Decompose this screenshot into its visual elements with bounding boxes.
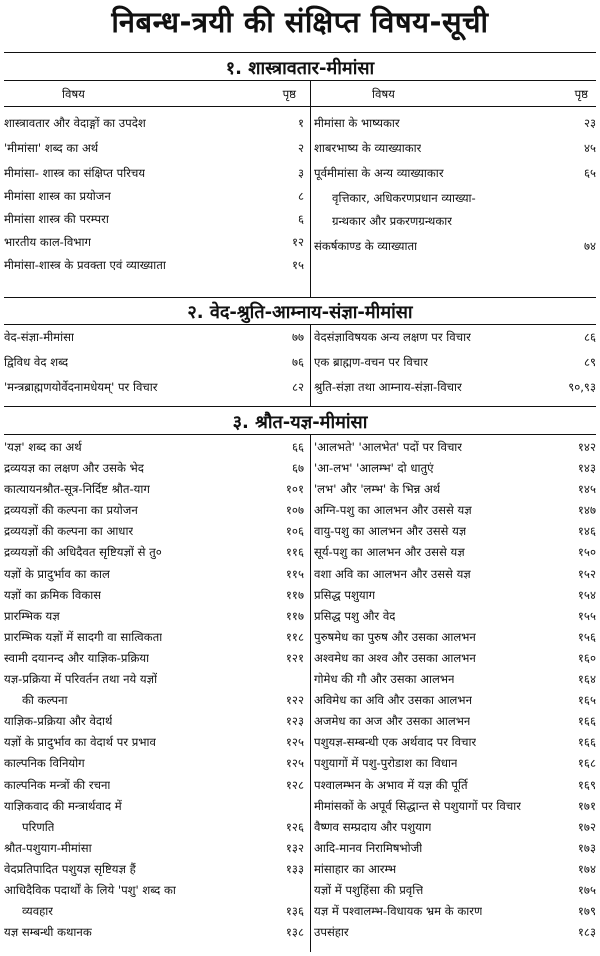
entry-page-number: १५५ [577, 608, 596, 623]
entry-page-number: ९०,९३ [568, 380, 596, 394]
toc-entry [4, 524, 304, 545]
toc-entry [4, 883, 304, 904]
toc-entry [4, 651, 304, 672]
entry-page-number: १२१ [285, 650, 304, 665]
entry-title: प्रसिद्ध पशुयाग [314, 587, 376, 602]
entry-page-number: १२ [291, 235, 304, 249]
toc-entry [4, 235, 304, 258]
entry-page-number: २ [297, 141, 304, 155]
section-heading-3: ३. श्रौत-यज्ञ-मीमांसा [232, 412, 368, 433]
section-heading-1: १. शास्त्रावतार-मीमांसा [225, 58, 375, 79]
entry-page-number: १६६ [577, 714, 596, 729]
entry-title: द्रव्ययज्ञ का लक्षण और उसके भेद [4, 461, 144, 476]
entry-title: वशा अवि का आलभन और उससे यज्ञ [314, 566, 471, 581]
divider [4, 80, 596, 81]
entry-title: वेदप्रतिपादित पशुयज्ञ सृष्टियज्ञ हैं [4, 861, 136, 876]
entry-page-number: १३२ [285, 840, 304, 855]
toc-entry [314, 116, 596, 141]
entry-title: मीमांसा-शास्त्र के प्रवक्ता एवं व्याख्याता [4, 258, 166, 272]
toc-entry [314, 925, 596, 946]
toc-entry [4, 189, 304, 212]
column-divider [310, 324, 311, 406]
entry-page-number: १४३ [577, 461, 596, 476]
toc-entry [4, 904, 304, 925]
section-2-right-list [314, 330, 596, 405]
entry-title: मांसाहार का आरम्भ [314, 861, 397, 876]
entry-title: वेदसंज्ञाविषयक अन्य लक्षण पर विचार [314, 330, 471, 344]
divider [4, 406, 596, 407]
entry-title: शाबरभाष्य के व्याख्याकार [314, 141, 422, 155]
entry-title: कात्यायनश्रौत-सूत्र-निर्दिष्ट श्रौत-याग [4, 482, 150, 497]
entry-title: मीमांसा शास्त्र की परम्परा [4, 212, 109, 226]
entry-page-number: १०१ [285, 482, 304, 497]
toc-entry [314, 672, 596, 693]
entry-page-number: १४७ [577, 503, 596, 518]
divider [4, 297, 596, 298]
toc-entry [4, 672, 304, 693]
entry-title: अग्नि-पशु का आलभन और उससे यज्ञ [314, 503, 472, 518]
entry-page-number: १६५ [577, 693, 596, 708]
section-1-right-list [314, 116, 596, 266]
entry-page-number: १५४ [577, 587, 596, 602]
entry-page-number: १३६ [285, 904, 304, 919]
toc-entry [314, 191, 596, 214]
entry-page-number: ७४ [583, 239, 596, 253]
entry-title: की कल्पना [22, 693, 68, 708]
toc-entry [4, 440, 304, 461]
entry-page-number: ८६ [583, 330, 596, 344]
entry-title: 'मन्त्रब्राह्मणयोर्वेदनामधेयम्' पर विचार [4, 380, 158, 394]
entry-title: यज्ञों में पशुहिंसा की प्रवृत्ति [314, 882, 424, 897]
entry-title: याज्ञिक-प्रक्रिया और वेदार्थ [4, 714, 113, 729]
entry-page-number: १२८ [285, 777, 304, 792]
column-divider [310, 81, 311, 297]
entry-title: पुरुषमेध का पुरुष और उसका आलभन [314, 629, 476, 644]
entry-title: अश्वमेध का अश्व और उसका आलभन [314, 650, 476, 665]
toc-entry [4, 609, 304, 630]
entry-title: काल्पनिक विनियोग [4, 756, 85, 771]
entry-page-number: ११७ [285, 587, 304, 602]
toc-entry [314, 545, 596, 566]
entry-title: यज्ञ में पश्वालम्भ-विधायक भ्रम के कारण [314, 904, 483, 919]
entry-title: शास्त्रावतार और वेदाङ्गों का उपदेश [4, 116, 146, 130]
left-header [4, 84, 304, 104]
entry-title: पश्वालम्भन के अभाव में यज्ञ की पूर्ति [314, 777, 468, 792]
toc-entry [4, 735, 304, 756]
entry-title: प्रसिद्ध पशु और वेद [314, 608, 396, 623]
toc-entry [314, 239, 596, 266]
entry-page-number: १३८ [285, 925, 304, 940]
entry-title: पशुयागों में पशु-पुरोडाश का विधान [314, 756, 458, 771]
toc-entry [4, 693, 304, 714]
entry-title: 'मीमांसा' शब्द का अर्थ [4, 141, 99, 155]
toc-entry [314, 820, 596, 841]
column-divider [310, 434, 311, 952]
toc-entry [314, 862, 596, 883]
entry-title: मीमांसा के भाष्यकार [314, 116, 400, 130]
divider [4, 52, 596, 53]
entry-title: अविमेध का अवि और उसका आलभन [314, 693, 473, 708]
entry-title: वृत्तिकार, अधिकरणप्रधान व्याख्या- [332, 191, 476, 205]
toc-entry [314, 883, 596, 904]
entry-page-number: ६६ [291, 440, 304, 454]
toc-entry [4, 820, 304, 841]
entry-title: आदि-मानव निरामिषभोजी [314, 840, 423, 855]
toc-entry [4, 799, 304, 820]
entry-page-number: १८३ [577, 925, 596, 940]
entry-page-number: ८२ [291, 380, 304, 394]
entry-page-number: ११८ [285, 629, 304, 644]
toc-entry [314, 904, 596, 925]
entry-title: स्वामी दयानन्द और याज्ञिक-प्रक्रिया [4, 650, 150, 665]
entry-title: द्रव्ययज्ञों की कल्पना का प्रयोजन [4, 503, 138, 518]
entry-page-number: ६७ [291, 461, 304, 476]
entry-title: काल्पनिक मन्त्रों की रचना [4, 777, 111, 792]
entry-page-number: १७४ [577, 861, 596, 876]
entry-title: 'आ-लभ' 'आलम्भ' दो धातुएं [314, 461, 434, 476]
entry-page-number: ३ [297, 166, 304, 180]
entry-title: यज्ञों के प्रादुर्भाव का काल [4, 566, 110, 581]
entry-page-number: १६६ [577, 735, 596, 750]
toc-entry [4, 461, 304, 482]
toc-entry [4, 116, 304, 141]
entry-title: 'यज्ञ' शब्द का अर्थ [4, 440, 82, 454]
divider [4, 106, 596, 107]
toc-entry [314, 141, 596, 166]
toc-entry [4, 567, 304, 588]
entry-title: उपसंहार [314, 925, 349, 940]
entry-title: ग्रन्थकार और प्रकरणग्रन्थकार [332, 214, 452, 228]
entry-page-number: १२५ [285, 735, 304, 750]
toc-entry [314, 799, 596, 820]
entry-title: वायु-पशु का आलभन और उससे यज्ञ [314, 524, 467, 539]
entry-title: यज्ञ-प्रक्रिया में परिवर्तन तथा नये यज्ञों [4, 672, 158, 687]
entry-page-number: १ [297, 116, 304, 130]
entry-page-number: ११७ [285, 608, 304, 623]
toc-entry [4, 714, 304, 735]
toc-entry [4, 862, 304, 883]
entry-page-number: २३ [583, 116, 596, 130]
entry-page-number: ७६ [291, 355, 304, 369]
entry-title: द्रव्ययज्ञों की अधिदैवत सृष्टियज्ञों से तु० [4, 545, 162, 560]
toc-entry [314, 630, 596, 651]
entry-title: प्रारम्भिक यज्ञों में सादगी वा सात्विकता [4, 629, 163, 644]
toc-entry [4, 166, 304, 189]
toc-entry [4, 212, 304, 235]
entry-page-number: ११५ [285, 566, 304, 581]
entry-page-number: १७१ [577, 798, 596, 813]
toc-entry [4, 503, 304, 524]
toc-entry [314, 778, 596, 799]
entry-title: प्रारम्भिक यज्ञ [4, 608, 60, 623]
section-2-left-list [4, 330, 304, 405]
entry-page-number: ४५ [583, 141, 596, 155]
entry-title: सूर्य-पशु का आलभन और उससे यज्ञ [314, 545, 465, 560]
toc-entry [4, 380, 304, 405]
entry-page-number: १७२ [577, 819, 596, 834]
entry-page-number: १६० [577, 650, 596, 665]
entry-page-number: १७५ [577, 882, 596, 897]
entry-page-number: ८९ [583, 355, 596, 369]
toc-entry [314, 166, 596, 191]
entry-page-number: १५६ [577, 629, 596, 644]
toc-entry [314, 567, 596, 588]
entry-title: पूर्वमीमांसा के अन्य व्याख्याकार [314, 166, 444, 180]
entry-page-number: १३३ [285, 861, 304, 876]
toc-entry [4, 141, 304, 166]
toc-entry [314, 756, 596, 777]
entry-page-number: १५० [577, 545, 596, 560]
entry-page-number: १२५ [285, 756, 304, 771]
entry-page-number: १७३ [577, 840, 596, 855]
entry-title: 'आलभते' 'आलभेत' पदों पर विचार [314, 440, 463, 454]
section-1-left-list [4, 116, 304, 281]
entry-page-number: १६४ [577, 672, 596, 687]
divider [4, 434, 596, 435]
toc-entry [314, 651, 596, 672]
toc-entry [4, 756, 304, 777]
entry-page-number: १५ [291, 258, 304, 272]
toc-entry [4, 778, 304, 799]
entry-page-number: ८ [297, 189, 304, 203]
toc-entry [314, 841, 596, 862]
entry-page-number: १२२ [285, 693, 304, 708]
entry-page-number: १४६ [577, 524, 596, 539]
entry-title: अजमेध का अज और उसका आलभन [314, 714, 471, 729]
entry-page-number: ७७ [291, 330, 304, 344]
entry-title: मीमांसा- शास्त्र का संक्षिप्त परिचय [4, 166, 146, 180]
entry-title: व्यवहार [22, 904, 54, 919]
entry-title: यज्ञों का क्रमिक विकास [4, 587, 102, 602]
toc-entry [314, 503, 596, 524]
entry-page-number: १७९ [577, 904, 596, 919]
entry-title: संकर्षकाण्ड के व्याख्याता [314, 239, 418, 253]
entry-title: यज्ञ सम्बन्धी कथानक [4, 925, 92, 940]
toc-entry [314, 214, 596, 239]
toc-entry [4, 330, 304, 355]
entry-title: पशुयज्ञ-सम्बन्धी एक अर्थवाद पर विचार [314, 735, 477, 750]
subject-header: विषय [372, 86, 395, 101]
toc-entry [314, 355, 596, 380]
toc-entry [314, 588, 596, 609]
entry-title: वेद-संज्ञा-मीमांसा [4, 330, 74, 344]
subject-header: विषय [62, 86, 85, 101]
toc-entry [314, 380, 596, 405]
toc-entry [314, 693, 596, 714]
entry-page-number: १५२ [577, 566, 596, 581]
divider [4, 324, 596, 325]
entry-page-number: १२६ [285, 819, 304, 834]
entry-title: आधिदैविक पदार्थों के लिये 'पशु' शब्द का [4, 882, 176, 897]
entry-page-number: ६ [297, 212, 304, 226]
page-header: पृष्ठ [282, 86, 296, 101]
entry-page-number: १४५ [577, 482, 596, 497]
toc-entry [314, 735, 596, 756]
entry-title: द्विविध वेद शब्द [4, 355, 69, 369]
toc-entry [314, 524, 596, 545]
entry-title: श्रुति-संज्ञा तथा आम्नाय-संज्ञा-विचार [314, 380, 462, 394]
entry-title: श्रौत-पशुयाग-मीमांसा [4, 840, 92, 855]
toc-entry [314, 440, 596, 461]
entry-page-number: १६९ [577, 777, 596, 792]
entry-title: परिणति [22, 819, 55, 834]
entry-title: वैष्णव सम्प्रदाय और पशुयाग [314, 819, 432, 834]
toc-entry [4, 355, 304, 380]
toc-entry [4, 545, 304, 566]
toc-entry [314, 714, 596, 735]
entry-title: यज्ञों के प्रादुर्भाव का वेदार्थ पर प्रभाव [4, 735, 156, 750]
entry-title: भारतीय काल-विभाग [4, 235, 91, 249]
entry-page-number: १०६ [285, 524, 304, 539]
entry-title: द्रव्ययज्ञों की कल्पना का आधार [4, 524, 134, 539]
entry-title: याज्ञिकवाद की मन्त्रार्थवाद में [4, 798, 122, 813]
toc-entry [4, 630, 304, 651]
entry-page-number: १०७ [285, 503, 304, 518]
section-3-left-list [4, 440, 304, 946]
toc-entry [4, 482, 304, 503]
entry-page-number: ६५ [583, 166, 596, 180]
section-3-right-list [314, 440, 596, 946]
section-heading-2: २. वेद-श्रुति-आम्नाय-संज्ञा-मीमांसा [187, 302, 413, 323]
toc-entry [4, 258, 304, 281]
toc-entry [314, 461, 596, 482]
page-header: पृष्ठ [574, 86, 588, 101]
entry-title: मीमांसा शास्त्र का प्रयोजन [4, 189, 111, 203]
page-title: निबन्ध-त्रयी की संक्षिप्त विषय-सूची [111, 5, 489, 39]
right-header [314, 84, 596, 104]
entry-page-number: १४२ [577, 440, 596, 454]
entry-title: 'लभ' और 'लम्भ' के भिन्न अर्थ [314, 482, 441, 497]
toc-entry [4, 925, 304, 946]
entry-page-number: १२३ [285, 714, 304, 729]
entry-title: गोमेध की गौ और उसका आलभन [314, 672, 455, 687]
entry-title: एक ब्राह्मण-वचन पर विचार [314, 355, 428, 369]
toc-entry [314, 330, 596, 355]
entry-page-number: १६८ [577, 756, 596, 771]
entry-page-number: ११६ [285, 545, 304, 560]
toc-entry [314, 609, 596, 630]
toc-entry [314, 482, 596, 503]
toc-entry [4, 841, 304, 862]
toc-entry [4, 588, 304, 609]
entry-title: मीमांसकों के अपूर्व सिद्धान्त से पशुयागों पर विचार [314, 798, 521, 813]
